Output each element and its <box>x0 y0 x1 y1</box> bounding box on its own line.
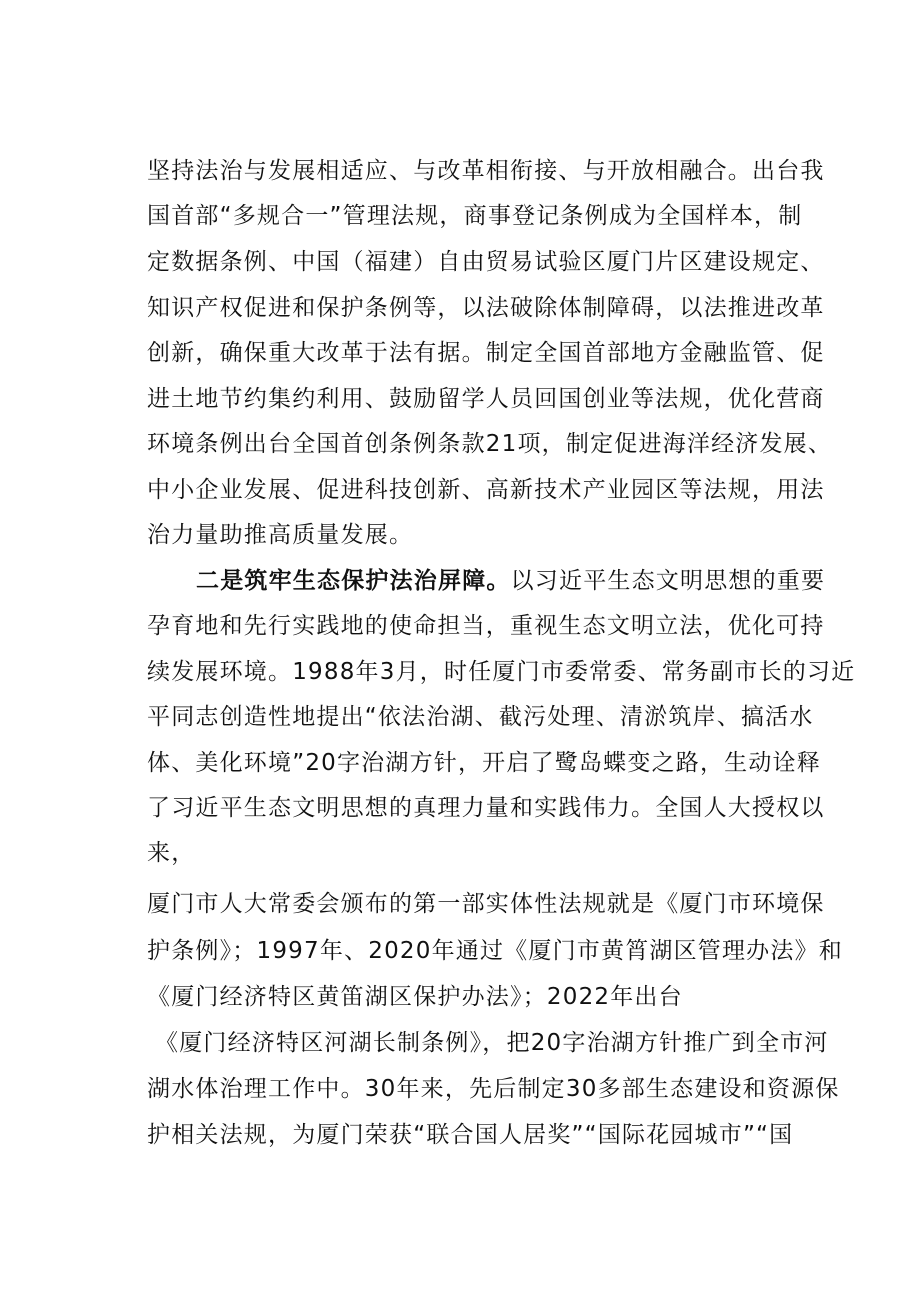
paragraph-line: 平同志创造性地提出“依法治湖、截污处理、清淤筑岸、搞活水 <box>147 704 814 730</box>
paragraph-line: 湖水体治理工作中。30年来，先后制定30多部生态建设和资源保 <box>147 1076 840 1102</box>
paragraph-line: 体、美化环境”20字治湖方针，开启了鹭岛蝶变之路，生动诠释 <box>147 750 821 776</box>
section-heading: 二是筑牢生态保护法治屏障。 <box>196 568 511 594</box>
paragraph-line: 国首部“多规合一”管理法规，商事登记条例成为全国样本，制 <box>147 203 803 229</box>
paragraph-line: 了习近平生态文明思想的真理力量和实践伟力。全国人大授权以 <box>147 795 825 821</box>
paragraph-line: 来， <box>147 840 196 866</box>
paragraph-line: 环境条例出台全国首创条例条款21项，制定促进海洋经济发展、 <box>147 431 833 457</box>
paragraph-line: 护条例》；1997年、2020年通过《厦门市黄筲湖区管理办法》和 <box>147 938 843 964</box>
paragraph-line: 厦门市人大常委会颁布的第一部实体性法规就是《厦门市环境保 <box>147 891 825 917</box>
paragraph-line: 治力量助推高质量发展。 <box>147 522 414 548</box>
paragraph-line: 孕育地和先行实践地的使命担当，重视生态文明立法，优化可持 <box>147 613 825 639</box>
paragraph-line: 创新，确保重大改革于法有据。制定全国首部地方金融监管、促 <box>147 340 825 366</box>
paragraph-line: 知识产权促进和保护条例等，以法破除体制障碍，以法推进改革 <box>147 295 825 321</box>
paragraph-line: 护相关法规，为厦门荣获“联合国人居奖”“国际花园城市”“国 <box>147 1122 794 1148</box>
paragraph-line: 坚持法治与发展相适应、与改革相衔接、与开放相融合。出台我 <box>147 158 825 184</box>
paragraph-line: 《厦门经济特区黄笛湖区保护办法》；2022年出台 <box>147 984 683 1010</box>
paragraph-line: 续发展环境。1988年3月，时任厦门市委常委、常务副市长的习近 <box>147 659 856 685</box>
paragraph-line: 进土地节约集约利用、鼓励留学人员回国创业等法规，优化营商 <box>147 386 825 412</box>
paragraph-text: 以习近平生态文明思想的重要 <box>510 568 826 594</box>
paragraph-line: 《厦门经济特区河湖长制条例》，把20字治湖方针推广到全市河 <box>155 1030 829 1056</box>
paragraph-line: 中小企业发展、促进科技创新、高新技术产业园区等法规，用法 <box>147 477 825 503</box>
paragraph-first-line <box>196 566 825 596</box>
paragraph-line: 定数据条例、中国（福建）自由贸易试验区厦门片区建设规定、 <box>147 249 825 275</box>
